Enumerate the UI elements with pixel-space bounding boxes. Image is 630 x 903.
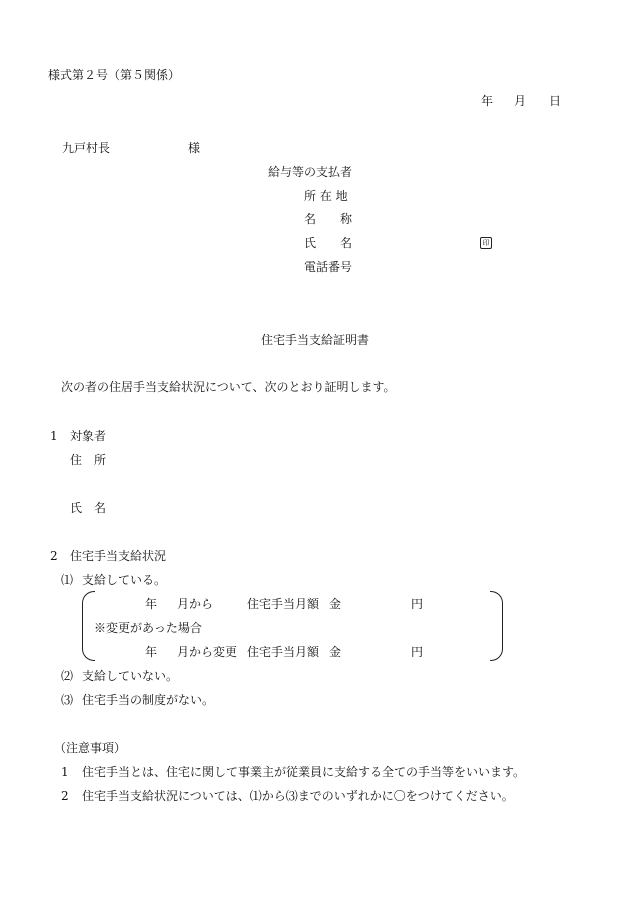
payer-heading: 給与等の支払者 <box>268 165 353 179</box>
row1-yen-label: 円 <box>411 597 424 611</box>
row1-from-label: 月から <box>177 597 214 611</box>
row2-year-label: 年 <box>145 645 158 659</box>
item1-number: ⑴ <box>61 573 74 587</box>
item2-number: ⑵ <box>61 669 74 683</box>
notes-heading: （注意事項） <box>54 741 127 755</box>
payer-person-label: 氏 名 <box>304 236 353 250</box>
section2-number: 2 <box>50 549 58 563</box>
row2-amount-label: 住宅手当月額 <box>247 645 320 659</box>
row1-amount-label: 住宅手当月額 <box>247 597 320 611</box>
addressee-honorific: 様 <box>188 141 201 155</box>
right-bracket <box>490 591 503 661</box>
payer-phone-label: 電話番号 <box>304 260 353 274</box>
date-year-label: 年 <box>481 94 494 108</box>
note1-text: 住宅手当とは、住宅に関して事業主が従業員に支給する全ての手当等をいいます。 <box>82 765 526 779</box>
note1-number: 1 <box>61 765 69 779</box>
date-month-label: 月 <box>514 94 527 108</box>
item3-text: 住宅手当の制度がない。 <box>82 693 215 707</box>
section1-number: 1 <box>50 429 58 443</box>
section2-heading: 住宅手当支給状況 <box>70 549 167 563</box>
form-number: 様式第２号（第５関係） <box>48 68 181 82</box>
addressee-name: 九戸村長 <box>62 141 111 155</box>
row2-kin-label: 金 <box>329 645 342 659</box>
seal-mark-icon: 印 <box>480 237 492 249</box>
change-note: ※変更があった場合 <box>94 621 202 635</box>
item1-text: 支給している。 <box>82 573 167 587</box>
date-day-label: 日 <box>549 94 562 108</box>
intro-text: 次の者の住居手当支給状況について、次のとおり証明します。 <box>61 380 396 394</box>
row2-from-label: 月から変更 <box>177 645 238 659</box>
payer-name-label: 名 称 <box>304 212 353 226</box>
document-title: 住宅手当支給証明書 <box>261 333 370 347</box>
payer-address-label: 所 在 地 <box>304 189 348 203</box>
row2-yen-label: 円 <box>411 645 424 659</box>
item3-number: ⑶ <box>61 693 74 707</box>
row1-kin-label: 金 <box>329 597 342 611</box>
note2-number: 2 <box>61 789 69 803</box>
row1-year-label: 年 <box>145 597 158 611</box>
note2-text: 住宅手当支給状況については、⑴から⑶までのいずれかに〇をつけてください。 <box>82 789 514 803</box>
section1-name-label: 氏 名 <box>70 501 107 515</box>
section1-heading: 対象者 <box>70 429 107 443</box>
item2-text: 支給していない。 <box>82 669 179 683</box>
section1-address-label: 住 所 <box>70 453 107 467</box>
